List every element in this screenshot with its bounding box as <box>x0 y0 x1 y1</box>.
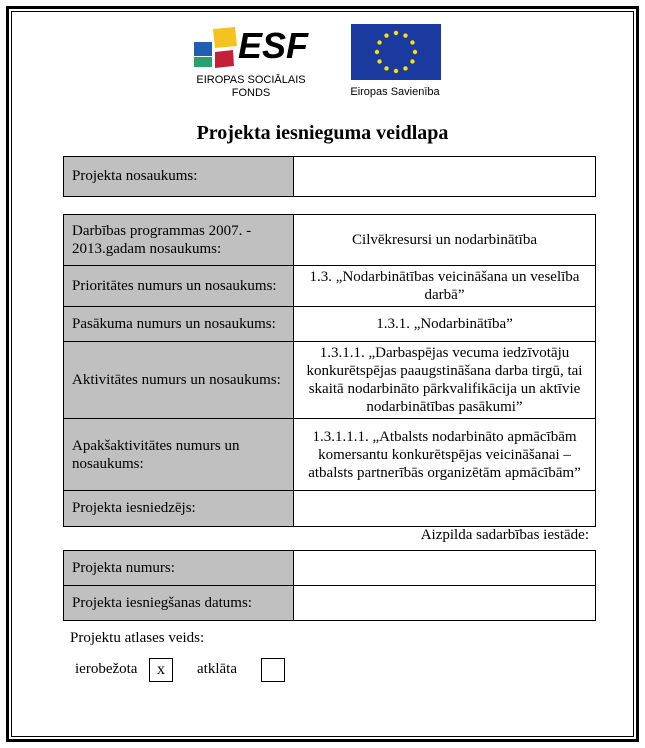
program-details-table <box>63 214 596 527</box>
esf-caption: EIROPAS SOCIĀLAIS <box>196 74 306 86</box>
detail-label: Projekta iesniedzējs: <box>64 491 294 527</box>
eu-star <box>410 40 414 44</box>
detail-label: Prioritātes numurs un nosaukums: <box>64 266 294 307</box>
detail-label: Apakšaktivitātes numurs un nosaukums: <box>64 419 294 491</box>
detail-value: 1.3.1.1. „Darbaspējas vecuma iedzīvotāju konkurētspējas paaugstināšana darba tirgū, tai skaitā nodarbināto pārkvalifikācija un aktīvie nodarbinātības pasākumi” <box>294 342 596 419</box>
eu-star <box>413 50 417 54</box>
option-restricted-label: ierobežota <box>75 661 138 677</box>
detail-label: Aktivitātes numurs un nosaukums: <box>64 342 294 419</box>
project-number-label: Projekta numurs: <box>64 551 294 586</box>
eu-star <box>410 59 414 63</box>
detail-value: Cilvēkresursi un nodarbinātība <box>294 215 596 266</box>
eu-star <box>394 31 398 35</box>
project-name-table <box>63 156 596 197</box>
eu-star <box>403 66 407 70</box>
eu-star <box>403 33 407 37</box>
eu-flag-icon <box>351 24 441 80</box>
option-open-label: atklāta <box>197 661 237 677</box>
detail-value: 1.3. „Nodarbinātības veicināšana un veselība darbā” <box>294 266 596 307</box>
page-title: Projekta iesnieguma veidlapa <box>196 122 449 144</box>
project-number-field[interactable] <box>294 551 596 586</box>
eu-star <box>377 59 381 63</box>
detail-value: 1.3.1. „Nodarbinātība” <box>294 307 596 342</box>
esf-logo <box>193 22 308 102</box>
submission-date-label: Projekta iesniegšanas datums: <box>64 586 294 621</box>
esf-caption-2: FONDS <box>231 87 271 99</box>
eu-star <box>394 69 398 73</box>
detail-label: Pasākuma numurs un nosaukums: <box>64 307 294 342</box>
project-name-field[interactable] <box>294 157 596 197</box>
eu-star <box>377 40 381 44</box>
option-restricted-checkbox[interactable]: x <box>149 658 173 682</box>
detail-value: 1.3.1.1.1. „Atbalsts nodarbināto apmācībām komersantu konkurētspējas veicināšanai – atbalsts partnerībās organizētām apmācībām” <box>294 419 596 491</box>
authority-note: Aizpilda sadarbības iestāde: <box>420 527 589 543</box>
option-open-checkbox[interactable] <box>261 658 285 682</box>
selection-label: Projektu atlases veids: <box>70 630 205 646</box>
authority-table <box>63 550 596 621</box>
esf-wordmark: ESF <box>238 25 309 66</box>
submission-date-field[interactable] <box>294 586 596 621</box>
eu-star <box>384 66 388 70</box>
applicant-field[interactable] <box>294 491 596 527</box>
eu-caption: Eiropas Savienība <box>350 86 440 98</box>
eu-logo <box>345 24 445 102</box>
project-name-label: Projekta nosaukums: <box>64 157 294 197</box>
eu-star <box>375 50 379 54</box>
detail-label: Darbības programmas 2007. - 2013.gadam nosaukums: <box>64 215 294 266</box>
eu-star <box>384 33 388 37</box>
